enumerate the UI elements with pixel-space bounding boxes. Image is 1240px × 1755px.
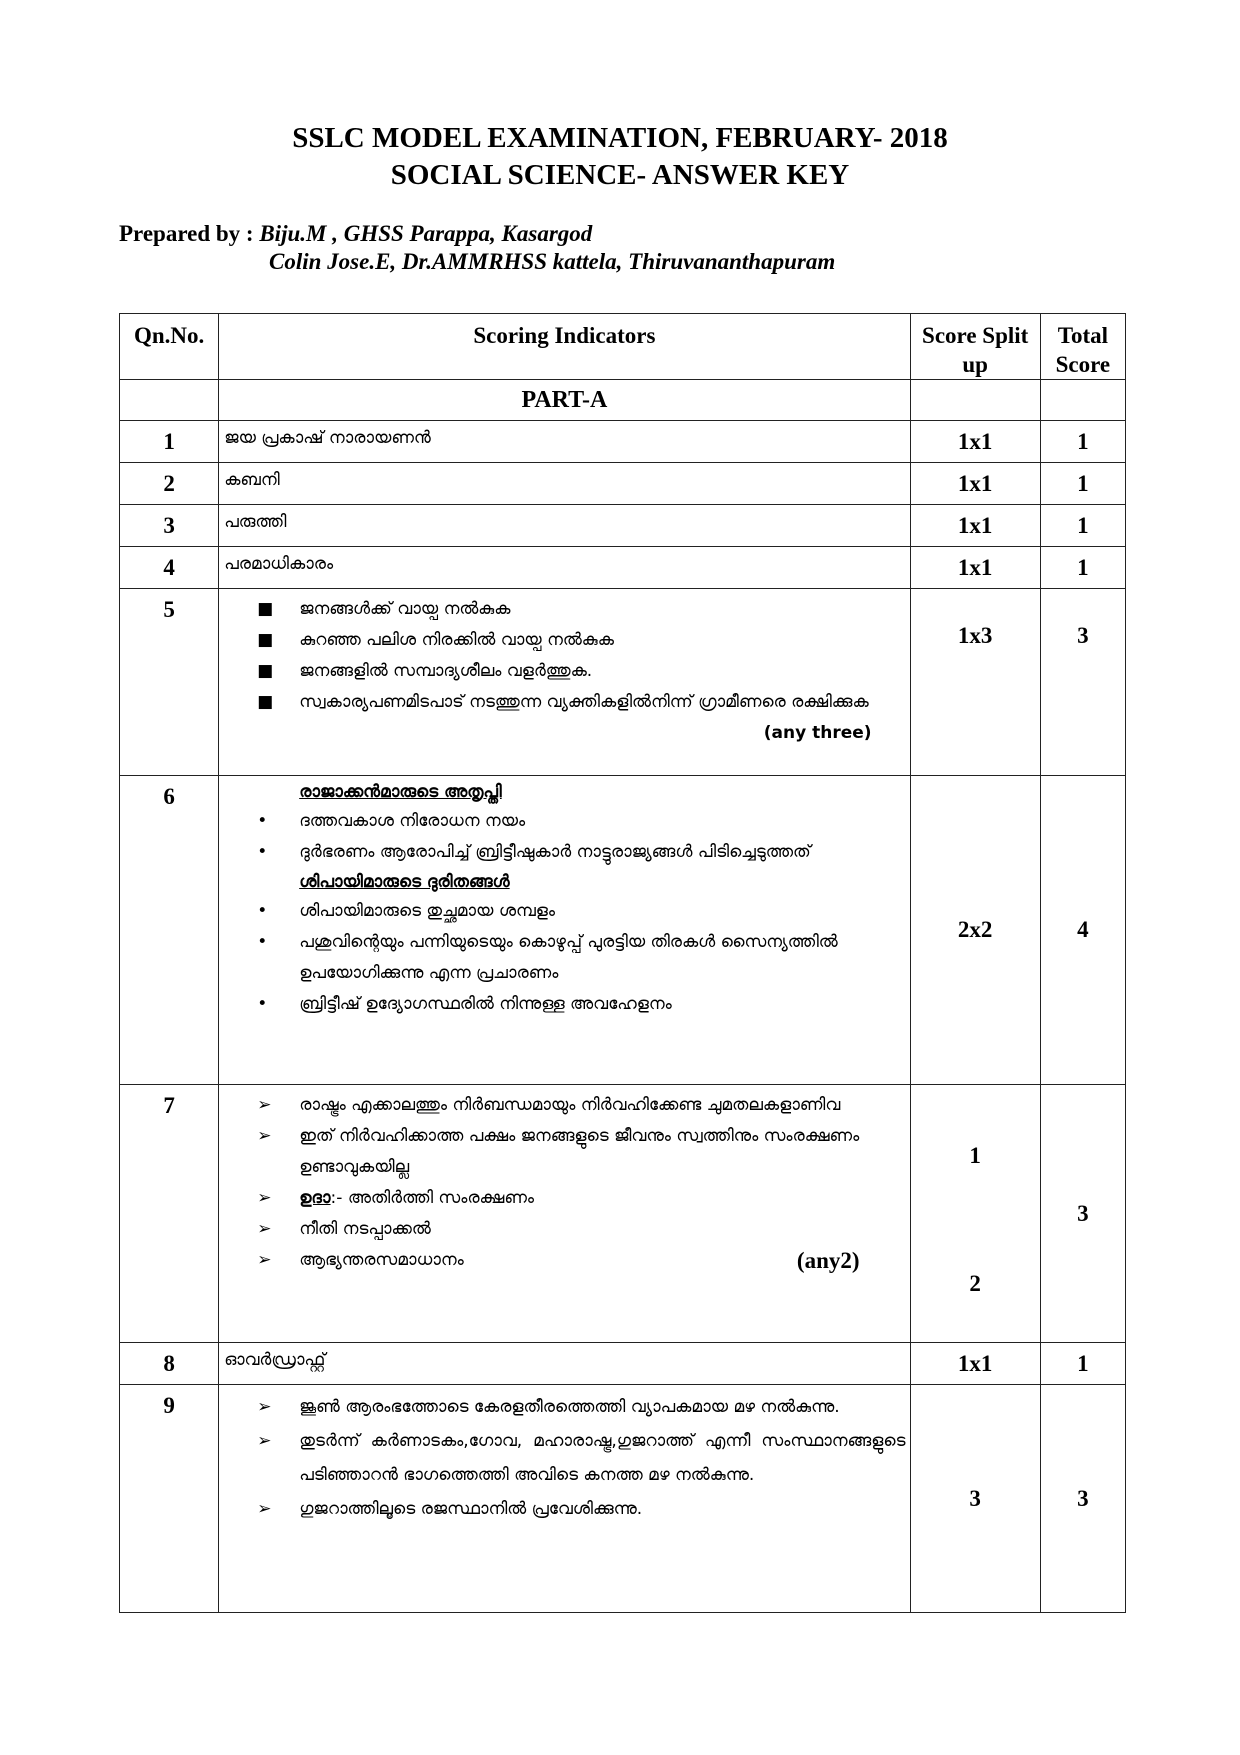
question-number: 8 (120, 1343, 219, 1385)
arrow-bullet-icon: ➢ (257, 1188, 272, 1208)
answer-key-table (119, 313, 1126, 1613)
answer-list (219, 589, 910, 776)
answer-list (219, 1385, 910, 1613)
score-split: 1x1 (910, 505, 1040, 547)
list-item: ■ കുറഞ്ഞ പലിശ നിരക്കിൽ വായ്പ നൽകുക (219, 625, 899, 656)
any-two-note: (any2) (796, 1248, 860, 1273)
example-label: ഉദാ (299, 1188, 331, 1208)
score-split: 1x1 (910, 463, 1040, 505)
table-row (120, 421, 1126, 463)
arrow-bullet-icon: ➢ (257, 1499, 272, 1519)
score-split-2: 2 (969, 1271, 981, 1296)
arrow-bullet-icon: ➢ (257, 1126, 272, 1146)
table-row (120, 1085, 1126, 1343)
prepared-by-line (119, 220, 592, 248)
list-item: • പശുവിന്റെയും പന്നിയുടെയും കൊഴുപ്പ് പുരട്ടിയ തിരകൾ സൈന്യത്തിൽ ഉപയോഗിക്കുന്നു എന്ന പ്രചാരണം (219, 927, 899, 989)
list-item: ➢ ഇത് നിർവഹിക്കാത്ത പക്ഷം ജനങ്ങളുടെ ജീവനും സ്വത്തിനും സംരക്ഷണം ഉണ്ടാവുകയില്ല (219, 1121, 899, 1183)
question-number: 6 (120, 776, 219, 1085)
bullet-icon: • (257, 811, 268, 831)
table-row (120, 776, 1126, 1085)
table-row (120, 589, 1126, 776)
col-header-total: Total Score (1040, 314, 1125, 380)
bullet-icon: • (257, 842, 268, 862)
arrow-bullet-icon: ➢ (257, 1095, 272, 1115)
total-score: 1 (1040, 421, 1125, 463)
score-split: 1x1 (910, 547, 1040, 589)
col-header-qn: Qn.No. (120, 314, 219, 380)
score-split: 1x1 (910, 421, 1040, 463)
list-item: ➢ ഉദാ:- അതിർത്തി സംരക്ഷണം (219, 1183, 899, 1214)
col-header-split: Score Split up (910, 314, 1040, 380)
arrow-bullet-icon: ➢ (257, 1219, 272, 1239)
total-score: 1 (1040, 547, 1125, 589)
part-row (120, 380, 1126, 421)
answer-list (219, 776, 910, 1085)
square-bullet-icon: ■ (257, 630, 274, 650)
total-score: 1 (1040, 1343, 1125, 1385)
subheading-kings: രാജാക്കൻമാരുടെ അതൃപ്തി (299, 782, 502, 802)
total-score: 3 (1040, 1085, 1125, 1343)
list-item: ➢ തുടർന്ന് കർണാടകം,ഗോവ, മഹാരാഷ്ട്ര,ഗുജറാത്ത് എന്നീ സംസ്ഥാനങ്ങളുടെ പടിഞ്ഞാറൻ ഭാഗത്തെത്തി അവിടെ കനത്ത മഴ നൽകുന്നു. (219, 1424, 905, 1492)
list-item: ➢ ഗുജറാത്തിലൂടെ രജസ്ഥാനിൽ പ്രവേശിക്കുന്നു. (219, 1492, 905, 1526)
arrow-bullet-icon: ➢ (257, 1397, 272, 1417)
table-row (120, 1343, 1126, 1385)
score-split: 3 (910, 1385, 1040, 1613)
preparer-2: Colin Jose.E, Dr.AMMRHSS kattela, Thiruvananthapuram (269, 249, 836, 274)
square-bullet-icon: ■ (257, 661, 274, 681)
page-title: SSLC MODEL EXAMINATION, FEBRUARY- 2018 (292, 122, 948, 154)
question-number: 3 (120, 505, 219, 547)
list-item: ➢ നീതി നടപ്പാക്കൽ (219, 1214, 899, 1245)
question-number: 2 (120, 463, 219, 505)
prepared-by-label: Prepared by : (119, 221, 260, 246)
answer-text: പരമാധികാരം (219, 547, 910, 589)
square-bullet-icon: ■ (257, 692, 274, 712)
arrow-bullet-icon: ➢ (257, 1250, 272, 1270)
score-split: 2x2 (910, 776, 1040, 1085)
question-number: 5 (120, 589, 219, 776)
list-item: • ദുർഭരണം ആരോപിച്ച് ബ്രിട്ടീഷുകാർ നാട്ടുരാജ്യങ്ങൾ പിടിച്ചെടുത്തത് (219, 837, 899, 868)
total-score: 1 (1040, 505, 1125, 547)
answer-text: ജയ പ്രകാഷ് നാരായണൻ (219, 421, 910, 463)
table-row (120, 463, 1126, 505)
answer-text: കബനി (219, 463, 910, 505)
list-item: • ബ്രിട്ടീഷ് ഉദ്യോഗസ്ഥരിൽ നിന്നുള്ള അവഹേളനം (219, 989, 899, 1020)
any-three-note: (any three) (763, 723, 872, 743)
col-header-scoring: Scoring Indicators (219, 314, 910, 380)
square-bullet-icon: ■ (257, 599, 274, 619)
list-item: ■ ജനങ്ങൾക്ക് വായ്പ നൽകുക (219, 594, 899, 625)
total-score: 3 (1040, 589, 1125, 776)
bullet-icon: • (257, 932, 268, 952)
answer-list (219, 1085, 910, 1343)
answer-text: ഓവർഡ്രാഫ്റ്റ് (219, 1343, 910, 1385)
answer-text: പരുത്തി (219, 505, 910, 547)
question-number: 7 (120, 1085, 219, 1343)
bullet-icon: • (257, 994, 268, 1014)
bullet-icon: • (257, 901, 268, 921)
total-score: 1 (1040, 463, 1125, 505)
total-score: 3 (1040, 1385, 1125, 1613)
arrow-bullet-icon: ➢ (257, 1431, 272, 1451)
score-split: 1x1 (910, 1343, 1040, 1385)
table-header-row (120, 314, 1126, 380)
part-a-label: PART-A (219, 380, 910, 421)
page-subtitle: SOCIAL SCIENCE- ANSWER KEY (390, 159, 850, 191)
table-row (120, 505, 1126, 547)
table-row (120, 547, 1126, 589)
list-item: ■ ജനങ്ങളിൽ സമ്പാദ്യശീലം വളർത്തുക. (219, 656, 899, 687)
question-number: 1 (120, 421, 219, 463)
preparer-1: Biju.M , GHSS Parappa, Kasargod (259, 221, 593, 246)
subheading-sepoys: ശിപായിമാരുടെ ദുരിതങ്ങൾ (299, 872, 510, 892)
table-row (120, 1385, 1126, 1613)
score-split: 1x3 (910, 589, 1040, 776)
list-item: ■ സ്വകാര്യപണമിടപാട് നടത്തുന്ന വ്യക്തികളിൽനിന്ന് ഗ്രാമീണരെ രക്ഷിക്കുക (any three) (219, 687, 899, 718)
question-number: 4 (120, 547, 219, 589)
list-item: • ദത്തവകാശ നിരോധന നയം (219, 806, 899, 837)
total-score: 4 (1040, 776, 1125, 1085)
score-split (910, 1085, 1040, 1343)
list-item: • ശിപായിമാരുടെ തുച്ഛമായ ശമ്പളം (219, 896, 899, 927)
list-item: ➢ രാഷ്ട്രം എക്കാലത്തും നിർബന്ധമായും നിർവഹിക്കേണ്ട ചുമതലകളാണിവ (219, 1090, 899, 1121)
list-item: ➢ ആഭ്യന്തരസമാധാനം (any2) (219, 1245, 899, 1276)
list-item: ➢ ജൂൺ ആരംഭത്തോടെ കേരളതീരത്തെത്തി വ്യാപകമായ മഴ നൽകുന്നു. (219, 1390, 905, 1424)
question-number: 9 (120, 1385, 219, 1613)
score-split-1: 1 (969, 1143, 981, 1168)
